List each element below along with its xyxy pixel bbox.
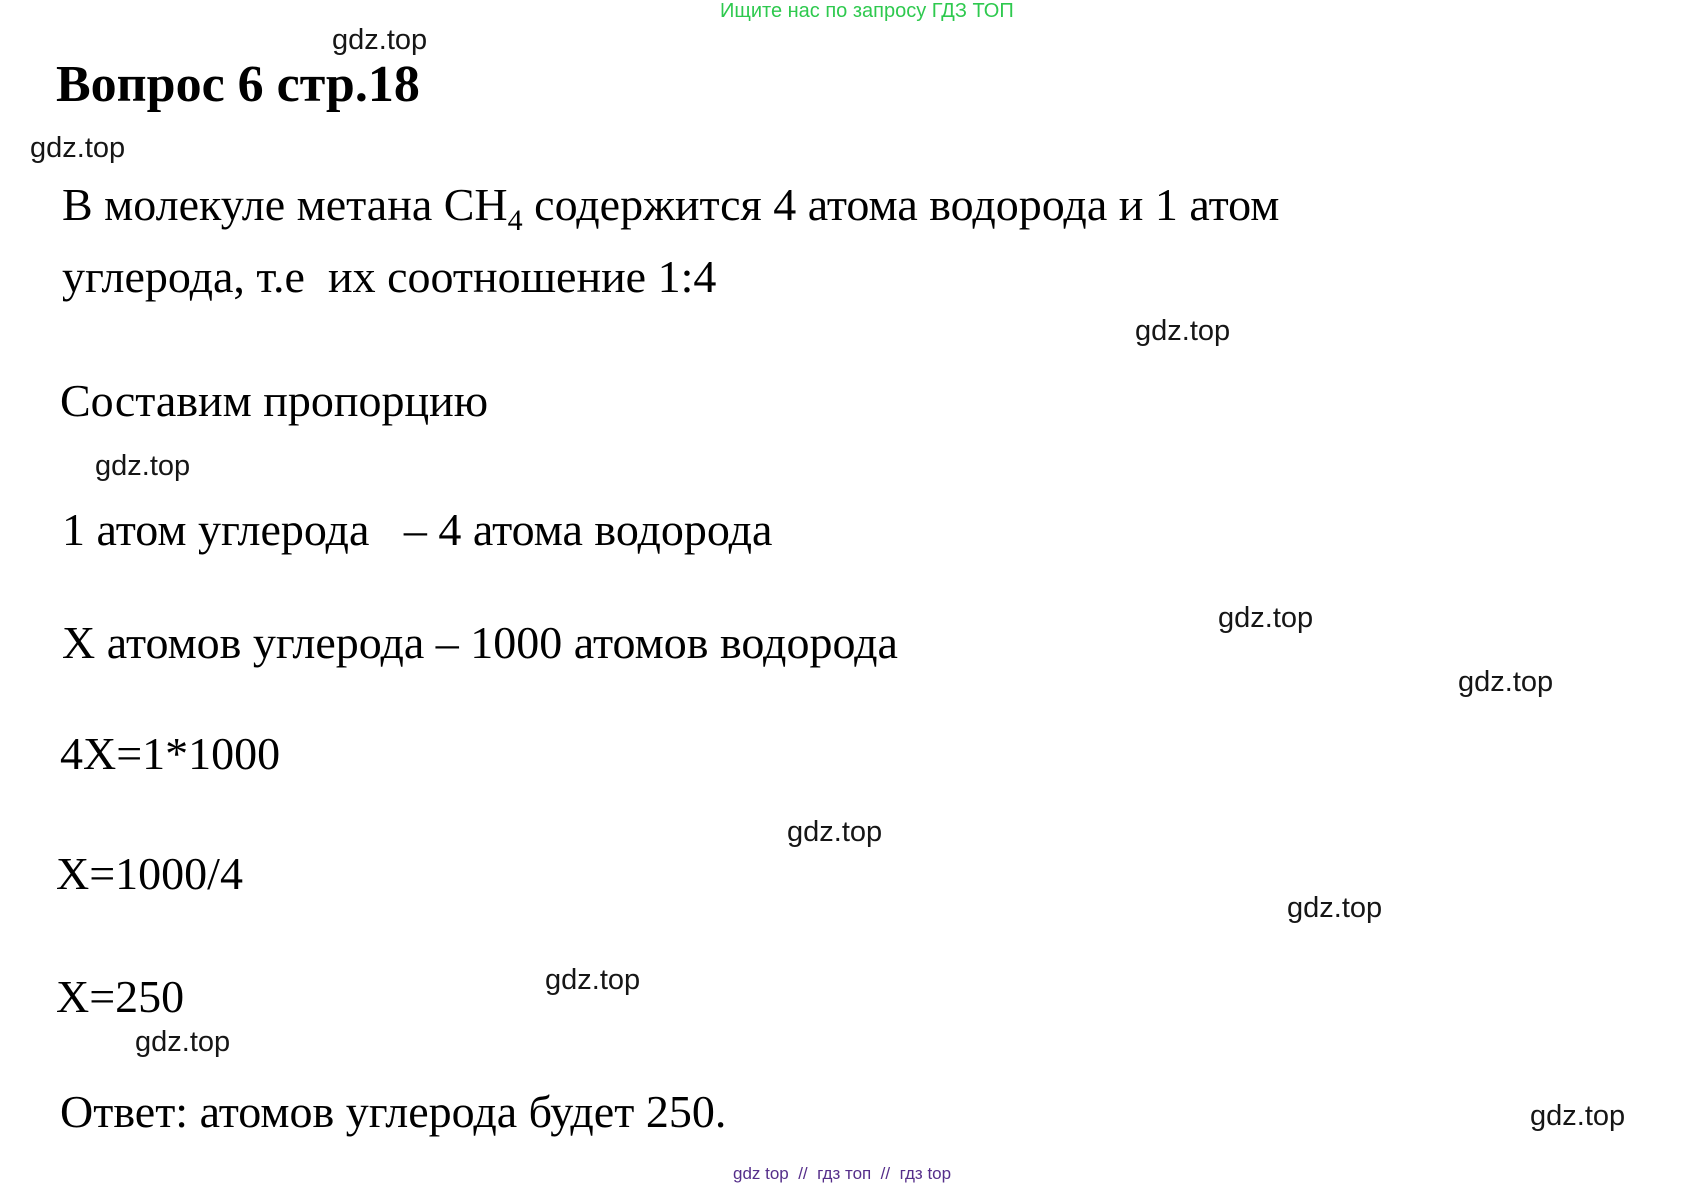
equation-step-1: 4X=1*1000 [60,728,281,779]
watermark-11: gdz.top [1530,1100,1626,1132]
equation-step-3: X=250 [56,971,185,1022]
watermark-3: gdz.top [1135,315,1231,347]
watermark-7: gdz.top [787,816,883,848]
watermark-4: gdz.top [95,450,191,482]
watermark-5: gdz.top [1218,602,1314,634]
promo-text: Ищите нас по запросу ГДЗ ТОП [720,0,1014,22]
watermark-9: gdz.top [545,964,641,996]
solution-intro-line-1 [62,179,1280,238]
formula-subscript: 4 [507,204,523,238]
watermark-8: gdz.top [1287,892,1383,924]
intro-post: содержится 4 атома водорода и 1 атом [522,179,1280,230]
page-title: Вопрос 6 стр.18 [56,56,420,113]
watermark-10: gdz.top [135,1026,231,1058]
proportion-line-1: 1 атом углерода – 4 атома водорода [62,504,773,555]
proportion-line-2: X атомов углерода – 1000 атомов водорода [62,617,898,668]
proportion-heading: Составим пропорцию [60,375,489,426]
solution-intro-line-2: углерода, т.е их соотношение 1:4 [62,251,717,302]
watermark-2: gdz.top [30,132,126,164]
footer-site-tags: gdz top // гдз топ // гдз top [733,1164,952,1183]
watermark-1: gdz.top [332,24,428,56]
equation-step-2: X=1000/4 [56,848,243,899]
intro-pre: В молекуле метана CH [62,179,508,230]
answer-line: Ответ: атомов углерода будет 250. [60,1086,727,1137]
watermark-6: gdz.top [1458,666,1554,698]
